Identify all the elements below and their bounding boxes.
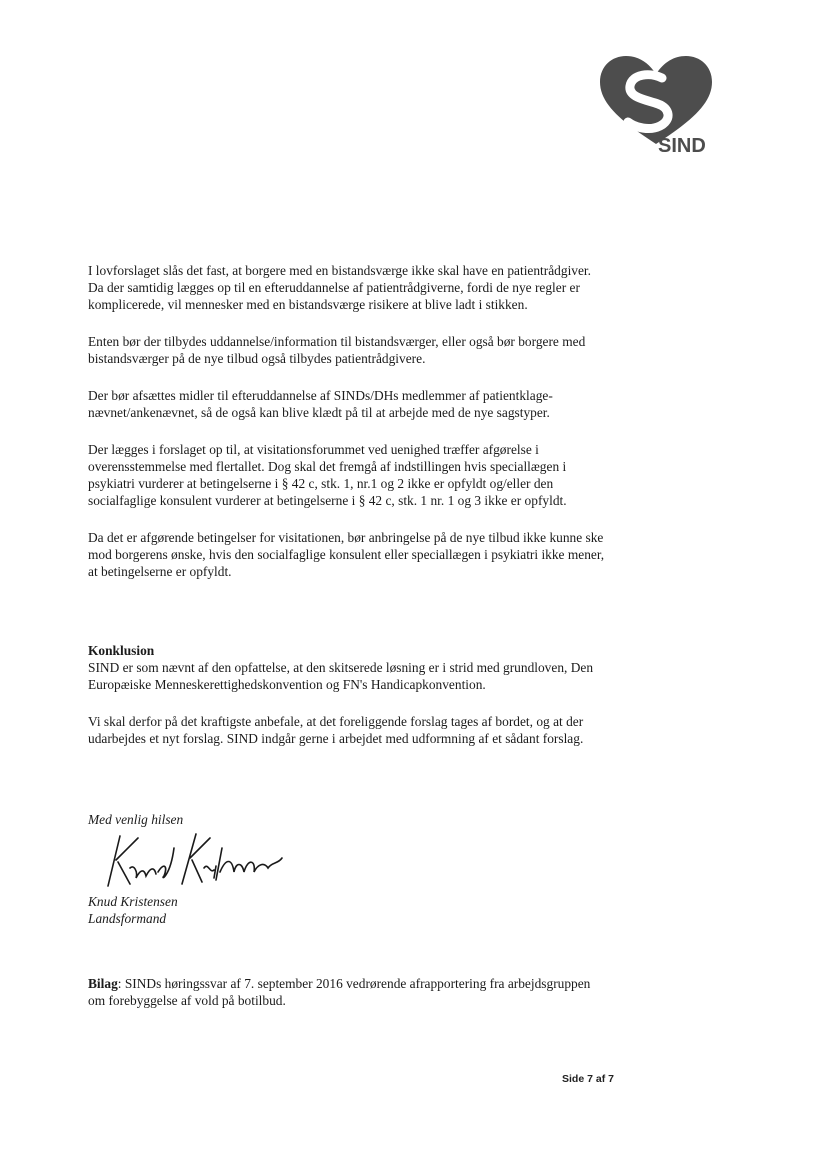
- handwritten-signature: [86, 828, 296, 890]
- page-number: Side 7 af 7: [562, 1073, 614, 1085]
- logo-brand-text: SIND: [658, 135, 706, 157]
- attachment-note: [88, 975, 608, 1009]
- conclusion-paragraph: SIND er som nævnt af den opfattelse, at den skitserede løsning er i strid med grundloven, Den Europæiske Menneskerettighedskonvention og FN's Handicapkonvention.: [88, 660, 594, 692]
- paragraph: Da det er afgørende betingelser for visitationen, bør anbringelse på de nye tilbud ikke kunne ske mod borgerens ønske, hvis den socialfaglige konsulent eller speciallægen i psykiatri ikke mener, at betingelserne er opfyldt.: [88, 530, 605, 579]
- paragraph: Enten bør der tilbydes uddannelse/information til bistandsværger, eller også bør borgere med bistandsværger på de nye tilbud også tilbydes patientrådgivere.: [88, 334, 586, 366]
- paragraph: I lovforslaget slås det fast, at borgere med en bistandsværge ikke skal have en patientrådgiver. Da der samtidig lægges op til en efteruddannelse af patientrådgiverne, fordi de nye regler er komplicerede, vil mennesker med en bistandsværge risikere at blive ladt i stikken.: [88, 263, 591, 312]
- paragraph: Der lægges i forslaget op til, at visitationsforummet ved uenighed træffer afgørelse i overensstemmelse med flertallet. Dog skal det fremgå af indstillingen hvis speciallægen i psykiatri vurderer at betingelserne i § 42 c, stk. 1, nr.1 og 2 ikke er opfyldt og/eller den socialfaglige konsulent vurderer at betingelserne i § 42 c, stk. 1 nr. 1 og 3 ikke er opfyldt.: [88, 442, 567, 508]
- sind-logo: [592, 48, 720, 160]
- paragraph: Der bør afsættes midler til efteruddannelse af SINDs/DHs medlemmer af patientklagenævnet/ankenævnet, så de også kan blive klædt på til at arbejde med de nye sagstyper.: [88, 388, 553, 420]
- closing-greeting: Med venlig hilsen: [88, 812, 184, 827]
- signer-block: [88, 893, 178, 927]
- conclusion-heading: Konklusion: [88, 643, 155, 658]
- signer-title: Landsformand: [88, 911, 167, 926]
- attachment-text: : SINDs høringssvar af 7. september 2016 vedrørende afrapportering fra arbejdsgruppen om forebyggelse af vold på botilbud.: [88, 976, 591, 1008]
- conclusion-paragraph: Vi skal derfor på det kraftigste anbefale, at det foreliggende forslag tages af bordet, og at der udarbejdes et nyt forslag. SIND indgår gerne i arbejdet med udformning af et sådant forslag.: [88, 714, 584, 746]
- letter-body: [88, 262, 608, 600]
- signer-name: Knud Kristensen: [88, 894, 178, 909]
- attachment-label: Bilag: [88, 976, 118, 991]
- conclusion-section: [88, 642, 608, 767]
